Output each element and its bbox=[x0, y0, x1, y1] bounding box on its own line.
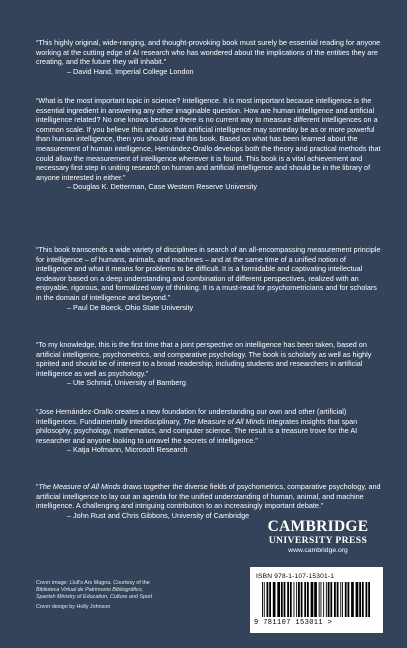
endorsement-text bbox=[36, 407, 382, 445]
barcode-bar bbox=[323, 582, 324, 617]
barcode-bar bbox=[298, 582, 300, 617]
barcode-bar bbox=[304, 582, 306, 617]
cover-image-credit: Spanish Ministry of Education, Culture and Sport bbox=[36, 593, 153, 600]
isbn-label: ISBN 978-1-107-15301-1 bbox=[256, 573, 335, 580]
text-segment: “ bbox=[36, 482, 39, 491]
barcode-bar bbox=[366, 582, 368, 617]
barcode-bar bbox=[356, 582, 359, 617]
endorsement-detterman bbox=[36, 96, 382, 192]
endorsement-text: “This book transcends a wide variety of disciplines in search of an all-encompassing measurement principle for intelligence – of humans, animals, and machines – and at the same time of a unified notion of intelligence and what it means for problems to be difficult. It is a formidable and captivating intellectual endeavor based on a deep understanding and combination of different perspectives, realized with an enjoyable, rigorous, and formalized way of thinking. It is a must-read for psychometricians and for scholars in the domain of intelligence and beyond.” bbox=[36, 245, 381, 302]
endorsement-rust-gibbons bbox=[36, 482, 382, 520]
book-title: The Measure of All Minds bbox=[182, 416, 265, 426]
book-title: The Measure of All Minds bbox=[38, 482, 121, 491]
barcode-bar bbox=[281, 582, 283, 617]
barcode-bar bbox=[290, 582, 292, 617]
barcode-bar bbox=[321, 582, 322, 617]
cover-image-credit: Cover image: Llull’s Ars Magna. Courtesy of the bbox=[36, 580, 150, 586]
text-segment: integrates insights that span philosophy, psychology, mathematics, and computer science. The result is a treasure trove for the AI researcher and anyone looking to unravel the secrets of intelligence.” bbox=[36, 416, 358, 445]
barcode-bar bbox=[337, 582, 339, 617]
barcode-bar bbox=[284, 582, 286, 617]
publisher-subtitle: UNIVERSITY PRESS bbox=[268, 535, 368, 546]
endorsement-text bbox=[36, 482, 382, 511]
endorsement-attribution: – John Rust and Chris Gibbons, University of Cambridge bbox=[67, 510, 250, 520]
endorsement-attribution: – Katja Hofmann, Microsoft Research bbox=[67, 445, 188, 455]
barcode-bar bbox=[362, 582, 364, 617]
cover-credits bbox=[36, 580, 176, 611]
barcode-bar bbox=[262, 582, 263, 617]
endorsement-attribution: – Paul De Boeck, Ohio State University bbox=[67, 302, 194, 312]
barcode-bar bbox=[330, 582, 332, 617]
barcode-bar bbox=[294, 582, 295, 617]
barcode-bar bbox=[359, 582, 361, 617]
endorsement-attribution: – David Hand, Imperial College London bbox=[67, 66, 194, 76]
barcode-bar bbox=[342, 582, 343, 617]
isbn-barcode bbox=[250, 567, 383, 633]
text-segment: draws together the diverse fields of psychometrics, comparative psychology, and artificial intelligence to lay out an agenda for the unified understanding of human, animal, and machine intelligence. A challenging and intriguing contribution to an increasingly important debate.” bbox=[36, 482, 381, 511]
barcode-bar bbox=[328, 582, 330, 617]
cover-image-credit: Biblioteca Virtual de Patrimonio Bibliográfico, bbox=[36, 586, 144, 593]
endorsement-text: “This highly original, wide-ranging, and thought-provoking book must surely be essential reading for anyone working at the cutting edge of AI research who has wondered about the implications of the entities they are creating, and the future they will inhabit.” bbox=[36, 38, 381, 67]
barcode-bar bbox=[287, 582, 289, 617]
endorsement-attribution: – Douglas K. Detterman, Case Western Reserve University bbox=[67, 182, 258, 192]
barcode-bar bbox=[314, 582, 317, 617]
endorsement-de-boeck bbox=[36, 245, 382, 312]
endorsement-attribution: – Ute Schmid, University of Bamberg bbox=[67, 378, 186, 388]
endorsement-text: “To my knowledge, this is the first time that a joint perspective on intelligence has been taken, based on artificial intelligence, psychometrics, and comparative psychology. The book is scholarly as well as highly spirited and should be of interest to a broad readership, including students and researchers in artificial intelligence as well as psychology.” bbox=[36, 340, 372, 378]
publisher-url: www.cambridge.org bbox=[288, 547, 348, 554]
barcode-bar bbox=[264, 582, 265, 617]
barcode-bar bbox=[334, 582, 336, 617]
barcode-bar bbox=[319, 582, 320, 617]
barcode-bar bbox=[348, 582, 350, 617]
barcode-bar bbox=[345, 582, 347, 617]
barcode-bar bbox=[301, 582, 303, 617]
barcode-bar bbox=[296, 582, 297, 617]
barcode-bar bbox=[368, 582, 370, 617]
cover-design-credit: Cover design by Holly Johnson bbox=[36, 604, 111, 611]
endorsement-text: “What is the most important topic in science? Intelligence. It is most important because intelligence is the essential ingredient in answering any other imaginable question. How are human intelligence and artificial intelligence related? No one knows because there is no current way to measure different intelligences on a common scale. If you believe this and also that artificial intelligence may someday be as or more powerful than human intelligence, then you should read this book. Based on what has been learned about the measurement of human intelligence, Hernández-Orallo develops both the theory and practical methods that could allow the measurement of intelligence wherever it is found. This book is a vital achievement and necessary first step in uniting research on human and artificial intelligence and should be in the library of anyone interested in either.” bbox=[36, 96, 381, 182]
text-segment: “Jose Hernández-Orallo creates a new foundation for understanding our own and other (artificial) intelligences. Fundamentally interdisciplinary, bbox=[36, 407, 347, 426]
barcode-bar bbox=[267, 582, 269, 617]
barcode-bar bbox=[277, 582, 280, 617]
endorsement-schmid bbox=[36, 340, 382, 388]
barcode-bar bbox=[340, 582, 341, 617]
barcode-bar bbox=[326, 582, 327, 617]
barcode-bar bbox=[307, 582, 309, 617]
barcode-bar bbox=[351, 582, 354, 617]
endorsement-hofmann bbox=[36, 407, 382, 455]
endorsement-hand bbox=[36, 38, 382, 76]
barcode-digits: 9 781107 153011 > bbox=[254, 619, 333, 627]
publisher-name: CAMBRIDGE bbox=[267, 518, 369, 535]
barcode-bar bbox=[311, 582, 314, 617]
barcode-bars bbox=[254, 582, 379, 619]
barcode-bar bbox=[273, 582, 276, 617]
barcode-bar bbox=[269, 582, 271, 617]
publisher-logo bbox=[253, 518, 383, 556]
